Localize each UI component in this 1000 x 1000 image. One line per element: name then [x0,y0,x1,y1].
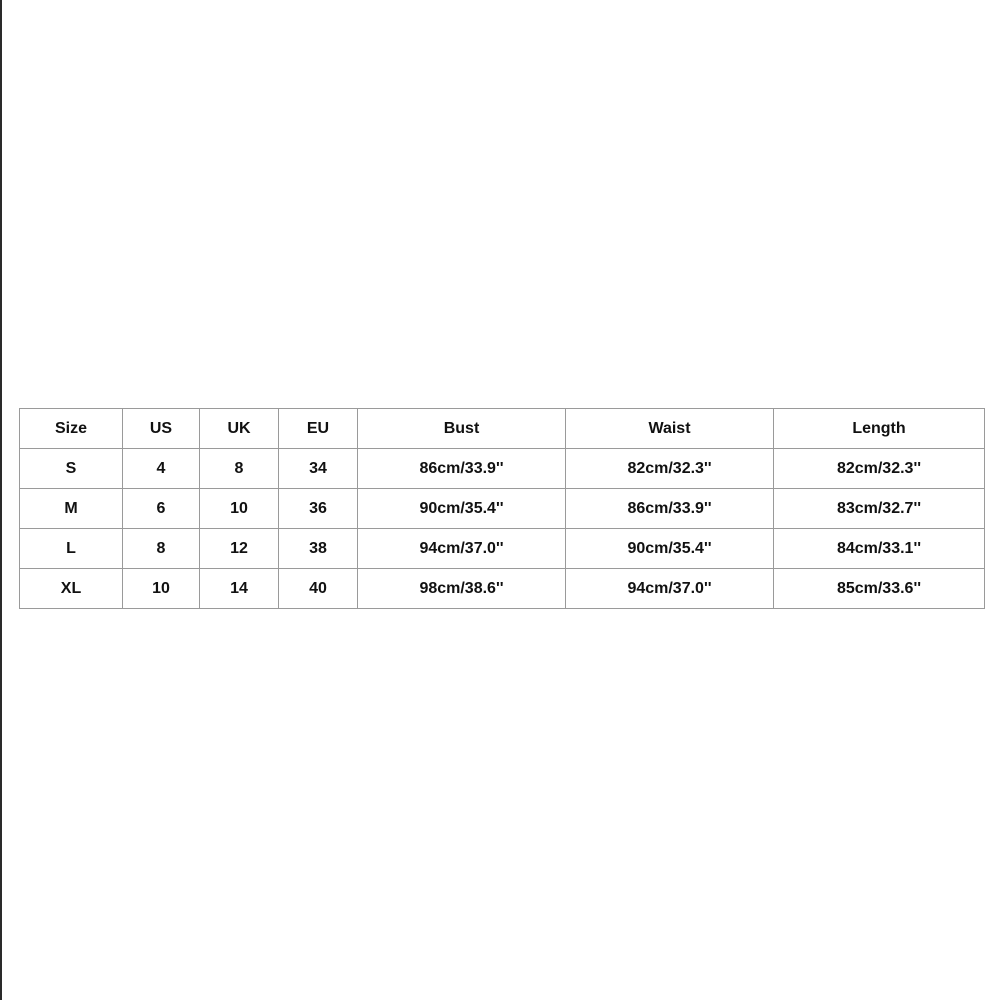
cell-waist: 82cm/32.3'' [566,449,774,489]
table-row [20,569,985,609]
table-row [20,489,985,529]
table-header-row [20,409,985,449]
header-us: US [123,409,200,449]
cell-waist: 86cm/33.9'' [566,489,774,529]
cell-waist: 90cm/35.4'' [566,529,774,569]
cell-length: 82cm/32.3'' [774,449,985,489]
table-row [20,449,985,489]
header-size: Size [20,409,123,449]
cell-us: 8 [123,529,200,569]
header-waist: Waist [566,409,774,449]
cell-size: XL [20,569,123,609]
cell-eu: 34 [279,449,358,489]
cell-waist: 94cm/37.0'' [566,569,774,609]
table-row [20,529,985,569]
header-length: Length [774,409,985,449]
cell-uk: 14 [200,569,279,609]
cell-length: 85cm/33.6'' [774,569,985,609]
cell-size: L [20,529,123,569]
cell-eu: 40 [279,569,358,609]
cell-bust: 86cm/33.9'' [358,449,566,489]
header-eu: EU [279,409,358,449]
cell-bust: 98cm/38.6'' [358,569,566,609]
cell-uk: 8 [200,449,279,489]
cell-size: M [20,489,123,529]
cell-eu: 36 [279,489,358,529]
size-chart-table [19,408,985,609]
cell-eu: 38 [279,529,358,569]
cell-bust: 94cm/37.0'' [358,529,566,569]
cell-bust: 90cm/35.4'' [358,489,566,529]
cell-length: 83cm/32.7'' [774,489,985,529]
cell-us: 10 [123,569,200,609]
header-bust: Bust [358,409,566,449]
cell-uk: 10 [200,489,279,529]
left-border-line [0,0,2,1000]
cell-us: 4 [123,449,200,489]
header-uk: UK [200,409,279,449]
cell-us: 6 [123,489,200,529]
cell-size: S [20,449,123,489]
cell-uk: 12 [200,529,279,569]
cell-length: 84cm/33.1'' [774,529,985,569]
